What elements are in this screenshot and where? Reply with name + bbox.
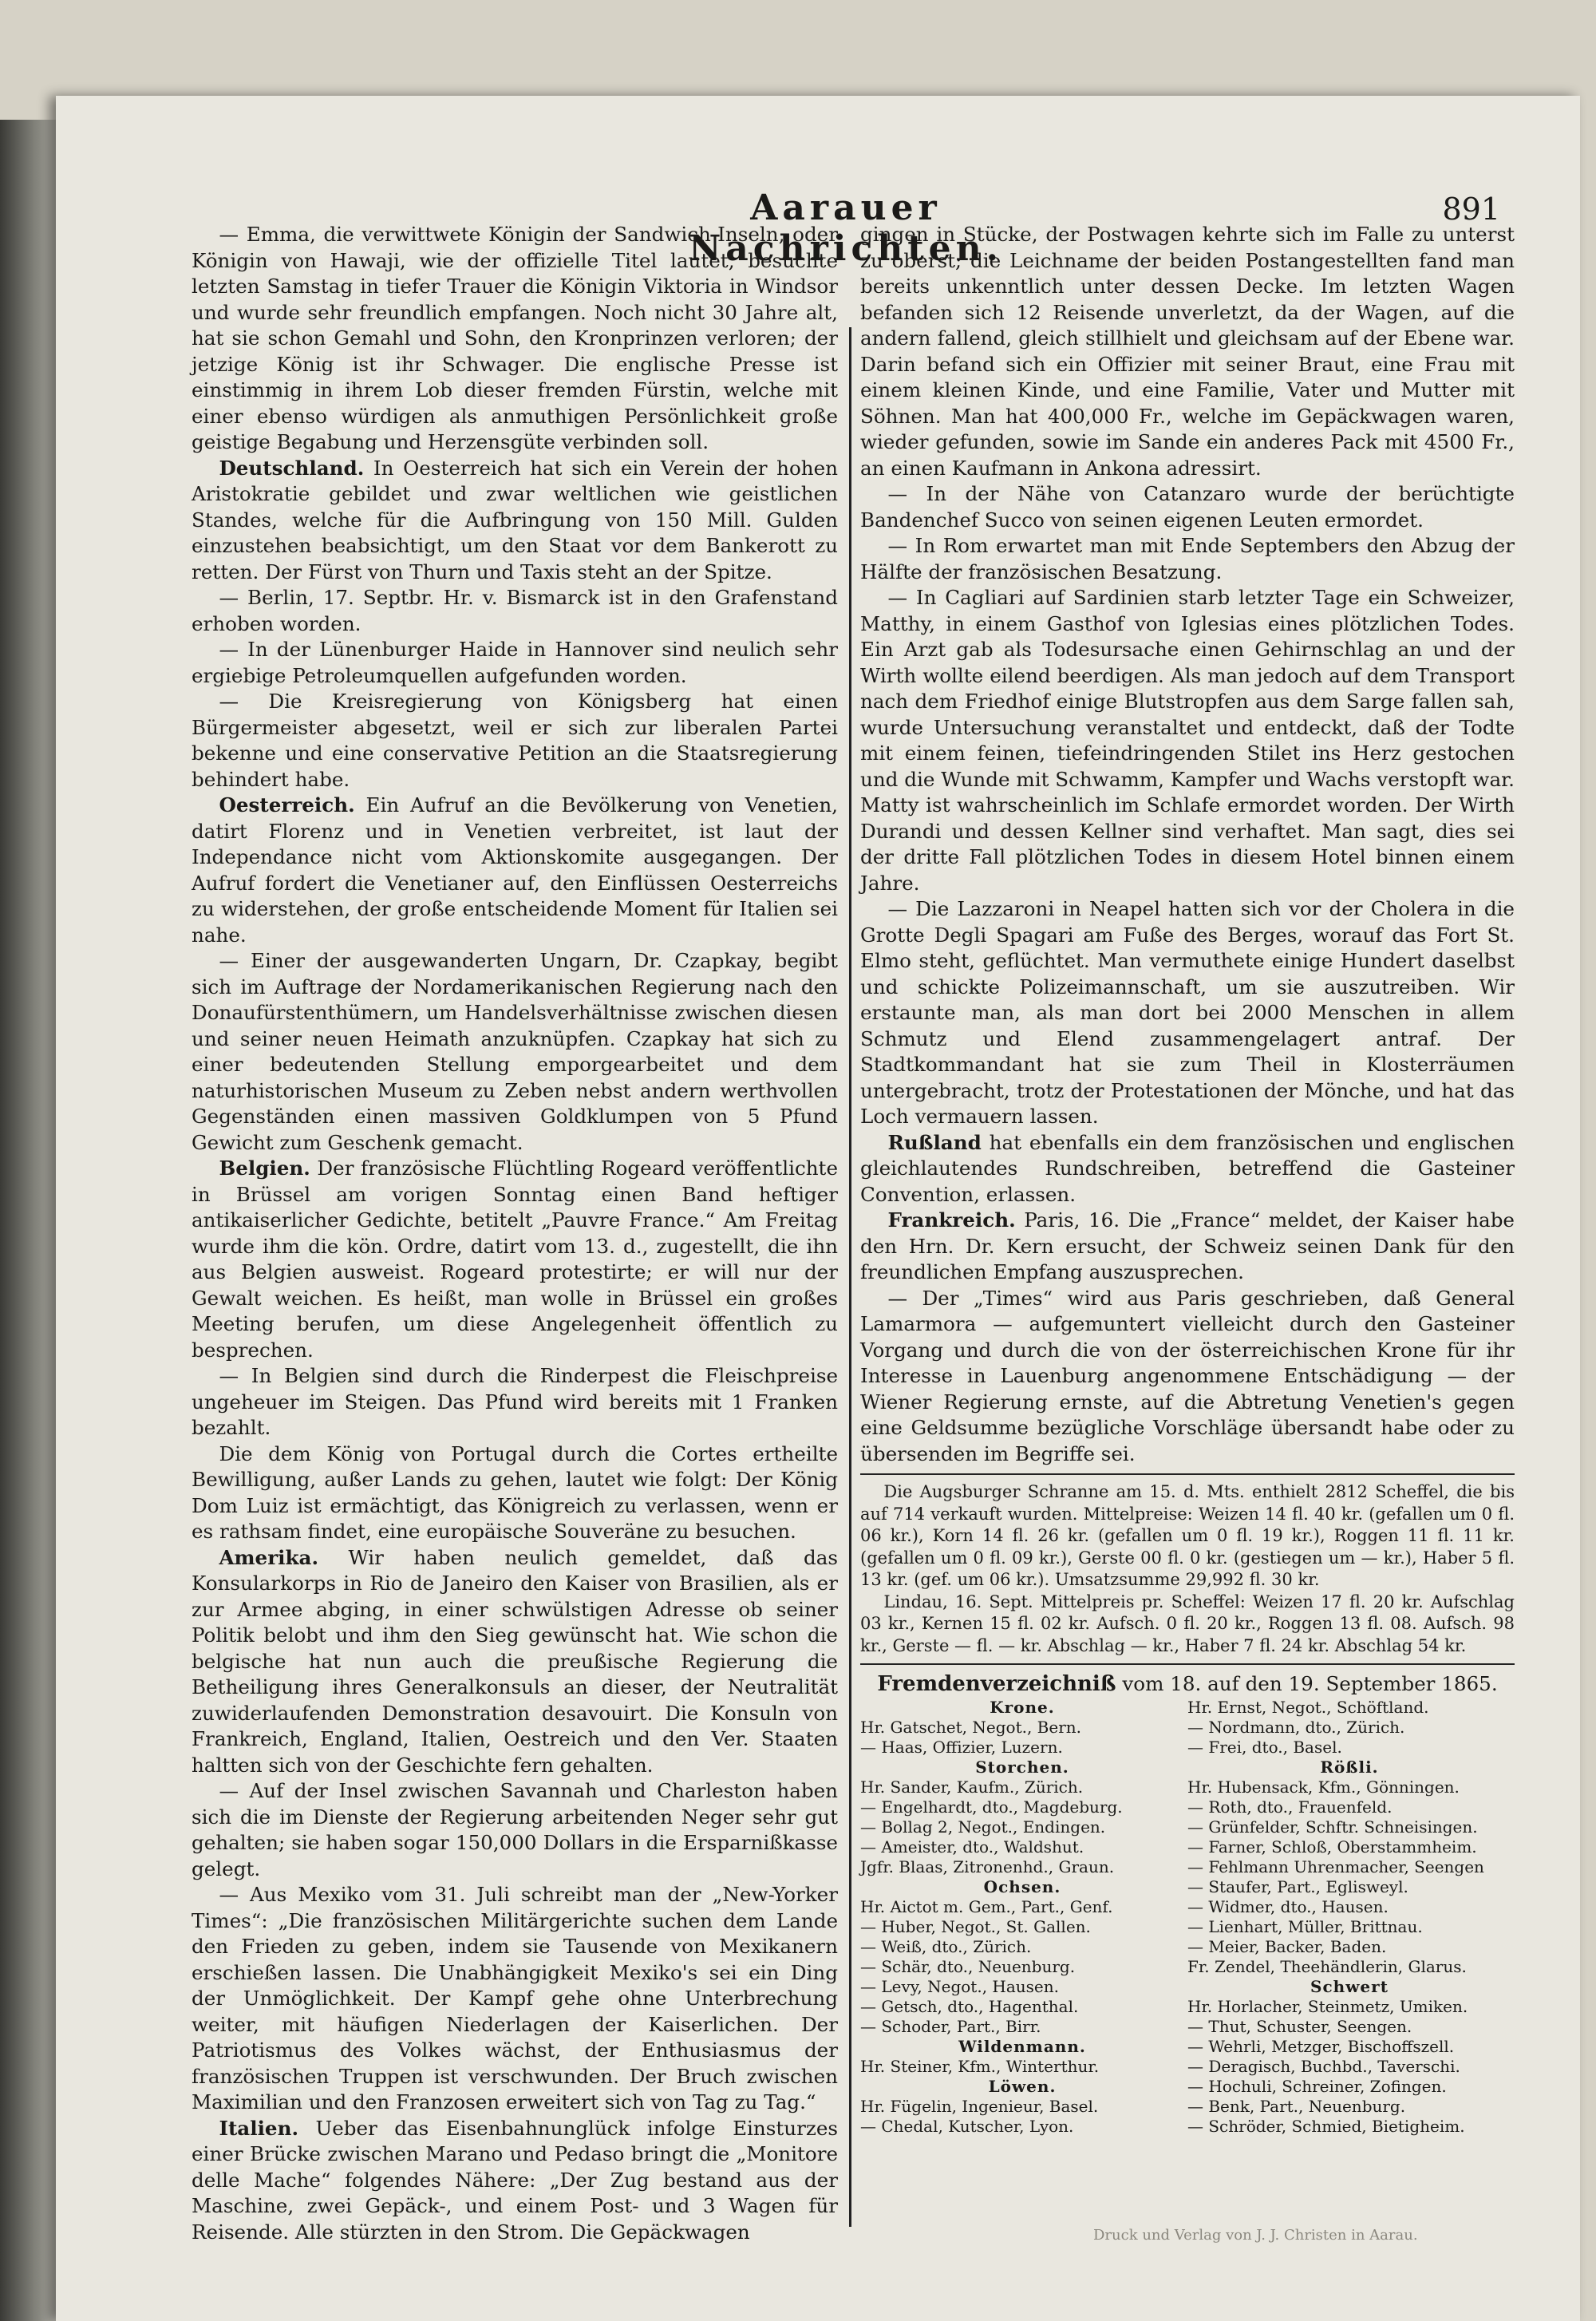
guest-row: [860, 1797, 1515, 1817]
article-paragraph: [192, 1882, 838, 2116]
guest-entry: Hr. Sander, Kaufm., Zürich.: [860, 1777, 1084, 1797]
article-paragraph: [192, 222, 838, 456]
paragraph-text: Ueber das Eisenbahnunglück infolge Einsturzes einer Brücke zwischen Marano und Pedaso bringt die „Monitore delle Mache“ folgendes Nähere: „Der Zug bestand aus der Maschine, zwei Gepäck-, und einem Post- und 3 Wagen für Reisende. Alle stürzten in den Strom. Die Gepäckwagen: [192, 2116, 838, 2244]
article-paragraph: [860, 222, 1515, 481]
section-heading: Rußland: [887, 1130, 982, 1154]
guest-entry: — Engelhardt, dto., Magdeburg.: [860, 1797, 1123, 1817]
guest-entry: — Thut, Schuster, Seengen.: [1187, 2016, 1412, 2036]
guest-entry: Hr. Fügelin, Ingenieur, Basel.: [860, 2096, 1099, 2116]
guest-entry: — Wehrli, Metzger, Bischoffszell.: [1187, 2036, 1455, 2056]
fremdenverzeichnis-date: vom 18. auf den 19. September 1865.: [1122, 1672, 1498, 1695]
guest-entry: Hr. Hubensack, Kfm., Gönningen.: [1187, 1777, 1460, 1797]
guest-entry: — Benk, Part., Neuenburg.: [1187, 2096, 1406, 2116]
paragraph-text: Die dem König von Portugal durch die Cortes ertheilte Bewilligung, außer Lands zu gehen, lautet wie folgt: Der König Dom Luiz ist ermächtigt, das Königreich zu verlassen, wenn er es rathsam findet, eine europäische Souveräne zu besuchen.: [192, 1441, 838, 1543]
market-reports: [860, 1481, 1515, 1657]
paragraph-text: — In Rom erwartet man mit Ende Septembers den Abzug der Hälfte der französischen Besatzung.: [860, 534, 1515, 583]
paragraph-text: — In der Nähe von Catanzaro wurde der berüchtigte Bandenchef Succo von seinen eigenen Leuten ermordet.: [860, 482, 1515, 532]
guest-row: [860, 2057, 1515, 2077]
guest-section: Storchen.: [975, 1757, 1069, 1777]
guest-entry: — Chedal, Kutscher, Lyon.: [860, 2116, 1074, 2136]
article-paragraph: [860, 533, 1515, 585]
printer-imprint: Druck und Verlag von J. J. Christen in Aarau.: [1093, 2227, 1418, 2244]
article-paragraph: [860, 1130, 1515, 1208]
article-paragraph: [192, 456, 838, 586]
paragraph-text: In Oesterreich hat sich ein Verein der hohen Aristokratie gebildet und zwar weltlichen wie geistlichen Standes, welche für die Aufbringung von 150 Mill. Gulden einzustehen beabsichtigt, um den Staat vor dem Bankerott zu retten. Der Fürst von Thurn und Taxis steht an der Spitze.: [192, 456, 838, 583]
paragraph-text: — Die Kreisregierung von Königsberg hat einen Bürgermeister abgesetzt, weil er sich zur liberalen Partei bekenne und eine conservative Petition an die Staatsregierung behindert habe.: [192, 690, 838, 791]
guest-entry: — Schär, dto., Neuenburg.: [860, 1956, 1076, 1976]
article-paragraph: [192, 689, 838, 793]
left-column: [192, 222, 838, 2244]
guest-row: [860, 2117, 1515, 2137]
guest-entry: — Hochuli, Schreiner, Zofingen.: [1187, 2076, 1447, 2096]
guest-entry: — Fehlmann Uhrenmacher, Seengen: [1187, 1856, 1484, 1876]
guest-entry: — Getsch, dto., Hagenthal.: [860, 1996, 1079, 2016]
paragraph-text: — Emma, die verwittwete Königin der Sandwich-Inseln, oder Königin von Hawaji, wie der offizielle Titel lautet, besuchte letzten Samstag in tiefer Trauer die Königin Viktoria in Windsor und wurde sehr freundlich empfangen. Noch nicht 30 Jahre alt, hat sie schon Gemahl und Sohn, den Kronprinzen verloren; der jetzige König ist ihr Schwager. Die englische Presse ist einstimmig in ihrem Lob dieser fremden Fürstin, welche mit einer ebenso würdigen als anmuthigen Persönlichkeit große geistige Begabung und Herzensgüte verbinden soll.: [192, 223, 838, 453]
article-paragraph: [192, 637, 838, 689]
guest-row: [860, 1917, 1515, 1937]
paragraph-text: — In der Lünenburger Haide in Hannover sind neulich sehr ergiebige Petroleumquellen aufgefunden worden.: [192, 638, 838, 687]
guest-entry: — Deragisch, Buchbd., Taverschi.: [1187, 2056, 1460, 2076]
paragraph-text: gingen in Stücke, der Postwagen kehrte sich im Falle zu unterst zu oberst; die Leichname der beiden Postangestellten fand man bereits unkenntlich unter dessen Decke. Im letzten Wagen befanden sich 12 Reisende unverletzt, da der Wagen, auf die andern fallend, gleich stillhielt und gleichsam auf der Ebene war. Darin befand sich ein Offizier mit seiner Braut, eine Frau mit einem kleinen Kinde, und eine Familie, Vater und Mutter mit Söhnen. Man hat 400,000 Fr., welche im Gepäckwagen waren, wieder gefunden, sowie im Sande ein anderes Pack mit 4500 Fr., an einen Kaufmann in Ankona adressirt.: [860, 223, 1515, 480]
guest-entry: — Bollag 2, Negot., Endingen.: [860, 1817, 1106, 1837]
paragraph-text: hat ebenfalls ein dem französischen und englischen gleichlautendes Rundschreiben, betreffend die Gasteiner Convention, erlassen.: [860, 1130, 1515, 1206]
article-paragraph: [192, 1545, 838, 1779]
section-heading: Italien.: [219, 2116, 299, 2140]
guest-row: [860, 1957, 1515, 1977]
guest-section: Krone.: [990, 1697, 1055, 1717]
article-paragraph: [192, 1441, 838, 1545]
guest-entry: — Staufer, Part., Eglisweyl.: [1187, 1876, 1408, 1896]
page-number: 891: [1442, 192, 1500, 227]
section-heading: Amerika.: [219, 1545, 319, 1569]
guest-row: [860, 1877, 1515, 1897]
article-paragraph: [860, 481, 1515, 533]
article-paragraph: [192, 585, 838, 637]
right-articles: [860, 222, 1515, 1467]
guest-entry: Fr. Zendel, Theehändlerin, Glarus.: [1187, 1956, 1467, 1976]
fremdenverzeichnis-label: Fremdenverzeichniß: [877, 1672, 1116, 1696]
guest-row: [860, 1857, 1515, 1877]
guest-row: [860, 1897, 1515, 1917]
guest-list-table: [860, 1698, 1515, 2137]
guest-entry: Hr. Horlacher, Steinmetz, Umiken.: [1187, 1996, 1468, 2016]
guest-entry: — Ameister, dto., Waldshut.: [860, 1837, 1084, 1856]
guest-entry: — Haas, Offizier, Luzern.: [860, 1737, 1063, 1757]
guest-entry: — Widmer, dto., Hausen.: [1187, 1896, 1389, 1916]
guest-entry: Jgfr. Blaas, Zitronenhd., Graun.: [860, 1856, 1115, 1876]
guest-entry: — Farner, Schloß, Oberstammheim.: [1187, 1837, 1477, 1856]
guest-entry: Hr. Aictot m. Gem., Part., Genf.: [860, 1896, 1113, 1916]
guest-entry: Hr. Ernst, Negot., Schöftland.: [1187, 1697, 1429, 1717]
newspaper-page: [56, 96, 1580, 2321]
article-paragraph: [192, 1778, 838, 1882]
guest-row: [860, 1837, 1515, 1857]
article-paragraph: [192, 2116, 838, 2246]
section-divider: [860, 1473, 1515, 1475]
article-paragraph: [192, 1156, 838, 1363]
fremdenverzeichnis-title: [860, 1671, 1515, 1698]
guest-row: [860, 2017, 1515, 2037]
paragraph-text: Wir haben neulich gemeldet, daß das Konsularkorps in Rio de Janeiro den Kaiser von Brasilien, als er zur Armee abging, in einer schwülstigen Adresse ob seiner Politik belobt und ihm den Sieg gewünscht hat. Wie schon die belgische hat nun auch die preußische Regierung die Betheiligung ihres Generalkonsuls an dieser, der Neutralität zuwiderlaufenden Demonstration desavouirt. Die Konsuln von Frankreich, England, Italien, Oestreich und den Ver. Staaten haltten sich von der Geschichte fern gehalten.: [192, 1545, 838, 1777]
right-column: [860, 222, 1515, 2137]
guest-entry: — Schröder, Schmied, Bietigheim.: [1187, 2116, 1465, 2136]
guest-row: [860, 2077, 1515, 2097]
guest-section: Ochsen.: [983, 1876, 1061, 1896]
guest-row: [860, 1997, 1515, 2017]
column-divider: [849, 327, 851, 2227]
guest-section: Schwert: [1310, 1976, 1389, 1996]
guest-row: [860, 1777, 1515, 1797]
paragraph-text: — Auf der Insel zwischen Savannah und Charleston haben sich die im Dienste der Regierung arbeitenden Neger sehr gut gehalten; sie haben sogar 150,000 Dollars in die Ersparnißkasse gelegt.: [192, 1779, 838, 1880]
guest-row: [860, 1817, 1515, 1837]
section-heading: Oesterreich.: [219, 793, 355, 817]
guest-entry: — Lienhart, Müller, Brittnau.: [1187, 1916, 1423, 1936]
guest-row: [860, 1698, 1515, 1718]
guest-entry: Hr. Gatschet, Negot., Bern.: [860, 1717, 1082, 1737]
guest-row: [860, 1738, 1515, 1758]
book-spine: [0, 120, 56, 2321]
article-paragraph: [192, 1363, 838, 1441]
guest-entry: — Roth, dto., Frauenfeld.: [1187, 1797, 1393, 1817]
guest-entry: — Weiß, dto., Zürich.: [860, 1936, 1032, 1956]
paragraph-text: — Aus Mexiko vom 31. Juli schreibt man der „New-Yorker Times“: „Die französischen Militärgerichte suchen dem Lande den Frieden zu geben, indem sie Tausende von Mexikanern erschießen lassen. Die Unabhängigkeit Mexiko's sei ein Ding der Unmöglichkeit. Der Kampf gehe ohne Unterbrechung weiter, mit häufigen Niederlagen der Kaiserlichen. Der Patriotismus des Volkes wächst, der Enthusiasmus der französischen Truppen ist verschwunden. Der Bruch zwischen Maximilian und den Franzosen erweitert sich von Tag zu Tag.“: [192, 1883, 838, 2113]
paragraph-text: Ein Aufruf an die Bevölkerung von Venetien, datirt Florenz und in Venetien verbreitet, ist laut der Independance nicht vom Aktionskomite ausgegangen. Der Aufruf fordert die Venetianer auf, den Einflüssen Oesterreichs zu widerstehen, der große entscheidende Moment für Italien sei nahe.: [192, 793, 838, 947]
paragraph-text: — Einer der ausgewanderten Ungarn, Dr. Czapkay, begibt sich im Auftrage der Nordamerikanischen Regierung nach den Donaufürstenthümern, um Handelsverhältnisse zwischen diesen und seiner neuen Heimath anzuknüpfen. Czapkay hat sich zu einer bedeutenden Stellung emporgearbeitet und dem naturhistorischen Museum zu Zeben nebst andern werthvollen Gegenständen einen massiven Goldklumpen von 5 Pfund Gewicht zum Geschenk gemacht.: [192, 949, 838, 1154]
guest-row: [860, 1718, 1515, 1738]
paragraph-text: — Der „Times“ wird aus Paris geschrieben, daß General Lamarmora — aufgemuntert vielleicht durch den Gasteiner Vorgang und durch die von der österreichischen Krone für ihr Interesse in Lauenburg angenommene Entschädigung — der Wiener Regierung ernste, auf die Abtretung Venetien's gegen eine Geldsumme bezügliche Vorschläge übersandt habe oder zu übersenden im Begriffe sei.: [860, 1286, 1515, 1465]
paragraph-text: — In Belgien sind durch die Rinderpest die Fleischpreise ungeheuer im Steigen. Das Pfund wird bereits mit 1 Franken bezahlt.: [192, 1364, 838, 1439]
section-heading: Frankreich.: [887, 1208, 1016, 1232]
guest-section: Wildenmann.: [958, 2036, 1086, 2056]
guest-entry: — Levy, Negot., Hausen.: [860, 1976, 1060, 1996]
section-heading: Belgien.: [219, 1157, 310, 1180]
guest-row: [860, 1758, 1515, 1777]
guest-row: [860, 2097, 1515, 2117]
paragraph-text: — Die Lazzaroni in Neapel hatten sich vor der Cholera in die Grotte Degli Spagari am Fuße des Berges, worauf das Fort St. Elmo steht, geflüchtet. Man vermuthete einige Hundert daselbst und schickte Polizeimannschaft, um sie auszutreiben. Wir erstaunte man, als man dort bei 2000 Menschen in allem Schmutz und Elend zusammengelagert antraf. Der Stadtkommandant hat sie zum Theil in Klosterräumen untergebracht, trotz der Protestationen der Mönche, und hat das Loch vermauern lassen.: [860, 897, 1515, 1128]
article-paragraph: [860, 896, 1515, 1130]
article-paragraph: [860, 585, 1515, 896]
article-paragraph: [192, 793, 838, 948]
market-report: Lindau, 16. Sept. Mittelpreis pr. Scheffel: Weizen 17 fl. 20 kr. Aufschlag 03 kr., Kernen 15 fl. 02 kr. Aufsch. 0 fl. 20 kr., Roggen 13 fl. 08. Aufsch. 98 kr., Gerste — fl. — kr. Abschlag — kr., Haber 7 fl. 24 kr. Abschlag 54 kr.: [860, 1591, 1515, 1655]
guest-entry: Hr. Steiner, Kfm., Winterthur.: [860, 2056, 1100, 2076]
paragraph-text: Der französische Flüchtling Rogeard veröffentlichte in Brüssel am vorigen Sonntag einen Band heftiger antikaiserlicher Gedichte, betitelt „Pauvre France.“ Am Freitag wurde ihm die kön. Ordre, datirt vom 13. d., zugestellt, die ihn aus Belgien ausweist. Rogeard protestirte; er will nur der Gewalt weichen. Es heißt, man wolle in Brüssel ein großes Meeting berufen, um diese Angelegenheit öffentlich zu besprechen.: [192, 1157, 838, 1362]
paragraph-text: — Berlin, 17. Septbr. Hr. v. Bismarck ist in den Grafenstand erhoben worden.: [192, 586, 838, 635]
guest-section: Löwen.: [988, 2076, 1057, 2096]
guest-entry: — Frei, dto., Basel.: [1187, 1737, 1342, 1757]
guest-entry: — Grünfelder, Schftr. Schneisingen.: [1187, 1817, 1478, 1837]
paragraph-text: — In Cagliari auf Sardinien starb letzter Tage ein Schweizer, Matthy, in einem Gasthof von Iglesias eines plötzlichen Todes. Ein Arzt gab als Todesursache einen Gehirnschlag an und der Wirth wollte eilend beerdigen. Als man jedoch auf dem Transport nach dem Friedhof einige Blutstropfen aus dem Sarge fallen sah, wurde Untersuchung veranstaltet und entdeckt, daß der Todte mit einem feinen, tiefeindringenden Stilet ins Herz gestochen und die Wunde mit Schwamm, Kampfer und Wachs verstopft war. Matty ist wahrscheinlich im Schlafe ermordet worden. Der Wirth Durandi und dessen Kellner sind verhaftet. Man sagt, dies sei der dritte Fall plötzlichen Todes in diesem Hotel binnen einem Jahre.: [860, 586, 1515, 895]
paragraph-text: Paris, 16. Die „France“ meldet, der Kaiser habe den Hrn. Dr. Kern ersucht, der Schweiz seinen Dank für den freundlichen Empfang auszusprechen.: [860, 1208, 1515, 1283]
market-report: Die Augsburger Schranne am 15. d. Mts. enthielt 2812 Scheffel, die bis auf 714 verkauft wurden. Mittelpreise: Weizen 14 fl. 40 kr. (gefallen um 0 fl. 06 kr.), Korn 14 fl. 26 kr. (gefallen um 0 fl. 19 kr.), Roggen 11 fl. 11 kr. (gefallen um 0 fl. 09 kr.), Gerste 00 fl. 0 kr. (gestiegen um — kr.), Haber 5 fl. 13 kr. (gef. um 06 kr.). Umsatzsumme 29,992 fl. 30 kr.: [860, 1482, 1515, 1589]
page-title: Aarauer Nachrichten.: [689, 188, 1003, 269]
guest-row: [860, 2037, 1515, 2057]
section-heading: Deutschland.: [219, 456, 365, 480]
guest-entry: — Schoder, Part., Birr.: [860, 2016, 1041, 2036]
guest-entry: — Huber, Negot., St. Gallen.: [860, 1916, 1091, 1936]
guest-row: [860, 1977, 1515, 1997]
article-paragraph: [860, 1286, 1515, 1468]
guest-entry: — Nordmann, dto., Zürich.: [1187, 1717, 1405, 1737]
section-divider: [860, 1663, 1515, 1665]
guest-entry: — Meier, Backer, Baden.: [1187, 1936, 1387, 1956]
article-paragraph: [860, 1208, 1515, 1286]
guest-row: [860, 1937, 1515, 1957]
article-paragraph: [192, 948, 838, 1156]
guest-section: Rößli.: [1320, 1757, 1379, 1777]
